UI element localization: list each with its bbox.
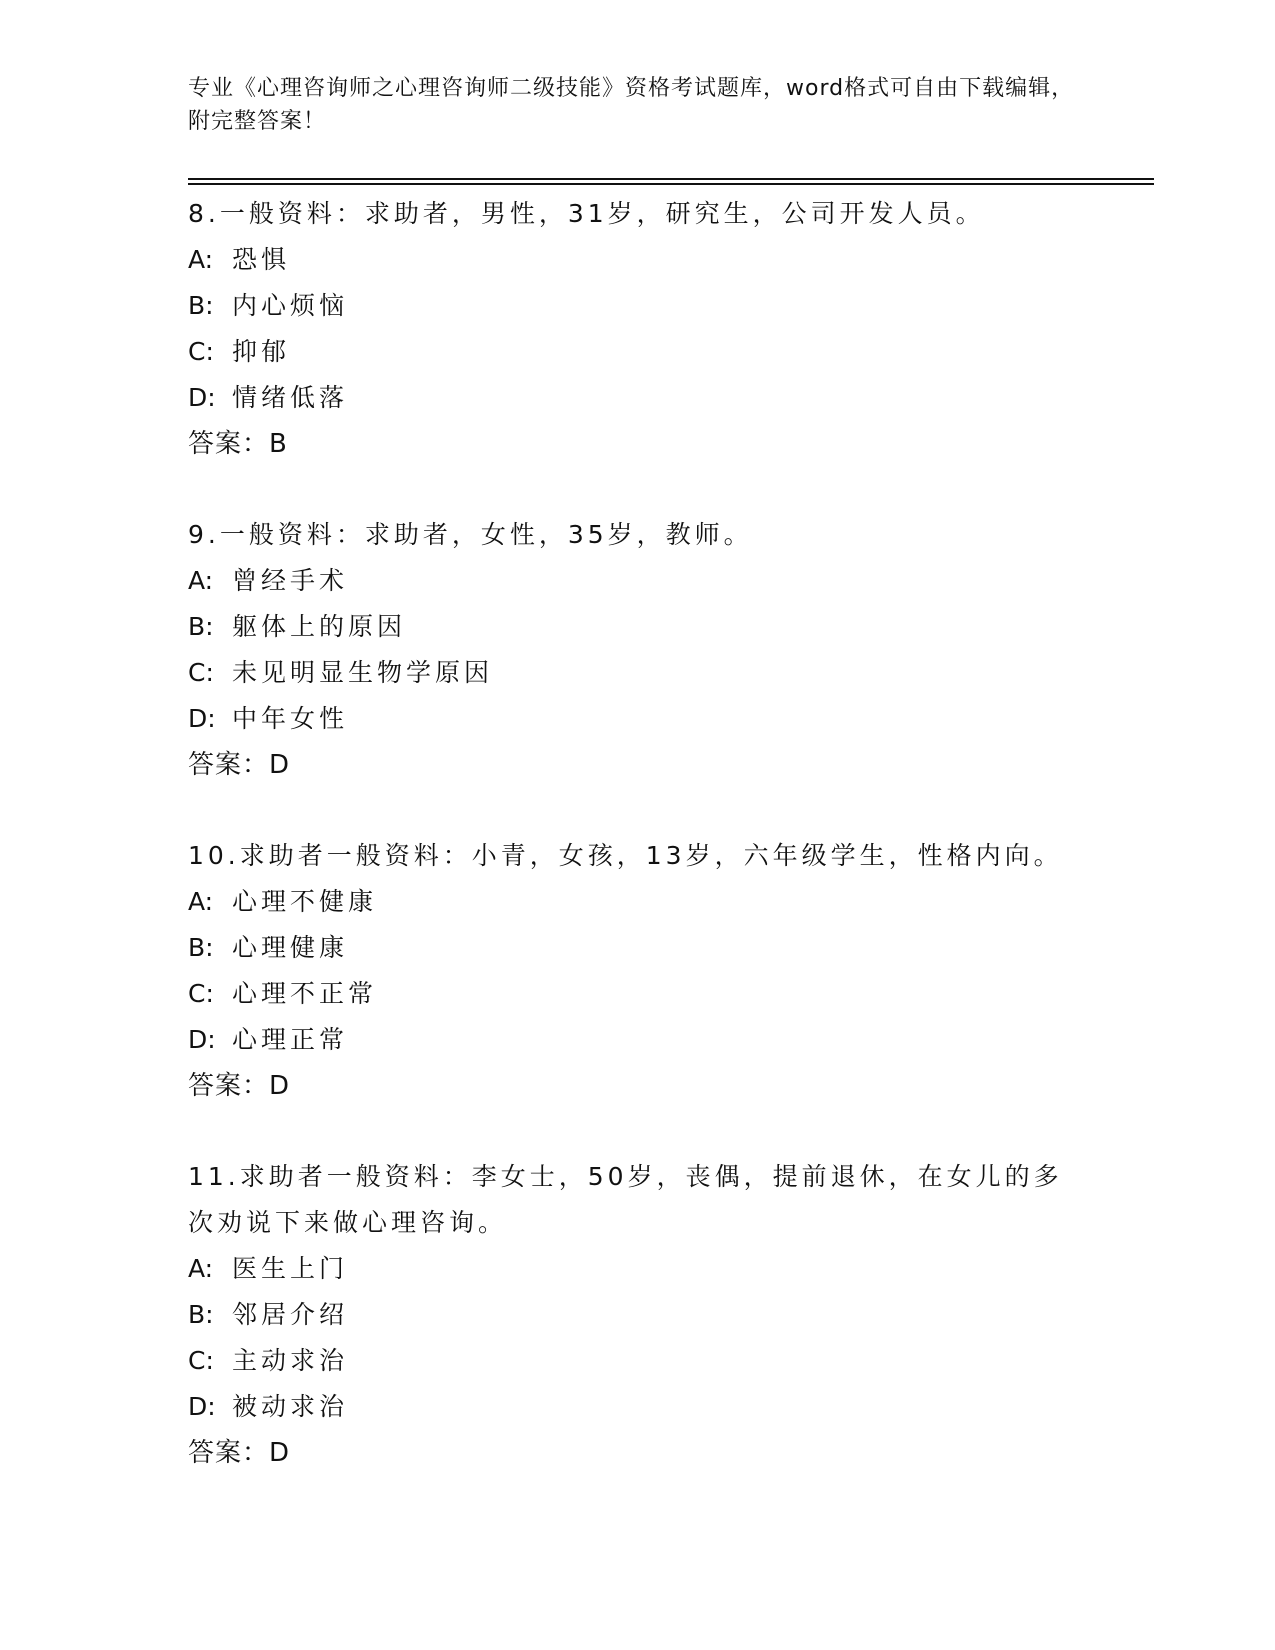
option-a: [188, 558, 1154, 604]
question-stem: 8.一般资料：求助者，男性，31岁，研究生，公司开发人员。: [188, 199, 985, 228]
option-key: B:: [188, 933, 214, 962]
answer-line: 答案：B: [188, 429, 288, 459]
option-key: B:: [188, 291, 214, 320]
option-text: 情绪低落: [232, 383, 349, 412]
answer-line: 答案：D: [188, 750, 291, 780]
option-key: D:: [188, 1392, 216, 1421]
option-d: [188, 375, 1154, 421]
option-text: 中年女性: [232, 704, 349, 733]
option-text: 被动求治: [232, 1392, 349, 1421]
question-stem: 10.求助者一般资料：小青，女孩，13岁，六年级学生，性格内向。: [188, 841, 1063, 870]
option-text: 未见明显生物学原因: [232, 658, 494, 687]
option-key: C:: [188, 979, 214, 1008]
option-a: [188, 237, 1154, 283]
option-b: [188, 925, 1154, 971]
option-key: A:: [188, 1254, 214, 1283]
option-d: [188, 696, 1154, 742]
document-header: 专业《心理咨询师之心理咨询师二级技能》资格考试题库，word格式可自由下载编辑，附完整答案！: [188, 76, 1075, 134]
option-text: 躯体上的原因: [232, 612, 407, 641]
question-list: [188, 191, 1154, 1521]
option-b: [188, 283, 1154, 329]
option-text: 主动求治: [232, 1346, 349, 1375]
option-key: A:: [188, 245, 214, 274]
question-10: [188, 833, 1154, 1109]
option-text: 曾经手术: [232, 566, 349, 595]
option-key: A:: [188, 566, 214, 595]
option-d: [188, 1017, 1154, 1063]
option-text: 心理不正常: [232, 979, 378, 1008]
option-key: D:: [188, 704, 216, 733]
option-c: [188, 1338, 1154, 1384]
option-key: C:: [188, 658, 214, 687]
answer-line: 答案：D: [188, 1071, 291, 1101]
option-key: B:: [188, 612, 214, 641]
option-text: 抑郁: [232, 337, 291, 366]
option-d: [188, 1384, 1154, 1430]
header-rule-bottom: [188, 183, 1154, 185]
option-text: 心理不健康: [232, 887, 378, 916]
option-text: 恐惧: [232, 245, 291, 274]
answer-line: 答案：D: [188, 1438, 291, 1468]
option-key: C:: [188, 1346, 214, 1375]
header-rule-top: [188, 178, 1154, 180]
option-b: [188, 604, 1154, 650]
question-8: [188, 191, 1154, 467]
option-key: D:: [188, 1025, 216, 1054]
option-key: B:: [188, 1300, 214, 1329]
option-b: [188, 1292, 1154, 1338]
option-c: [188, 650, 1154, 696]
option-c: [188, 971, 1154, 1017]
option-c: [188, 329, 1154, 375]
question-9: [188, 512, 1154, 788]
option-key: C:: [188, 337, 214, 366]
option-a: [188, 879, 1154, 925]
question-11: [188, 1154, 1154, 1476]
option-key: D:: [188, 383, 216, 412]
question-stem: 11.求助者一般资料：李女士，50岁，丧偶，提前退休，在女儿的多次劝说下来做心理咨询。: [188, 1162, 1063, 1237]
question-stem: 9.一般资料：求助者，女性，35岁，教师。: [188, 520, 753, 549]
option-text: 邻居介绍: [232, 1300, 349, 1329]
option-a: [188, 1246, 1154, 1292]
option-text: 心理健康: [232, 933, 349, 962]
option-text: 内心烦恼: [232, 291, 349, 320]
option-key: A:: [188, 887, 214, 916]
option-text: 心理正常: [232, 1025, 349, 1054]
option-text: 医生上门: [232, 1254, 349, 1283]
